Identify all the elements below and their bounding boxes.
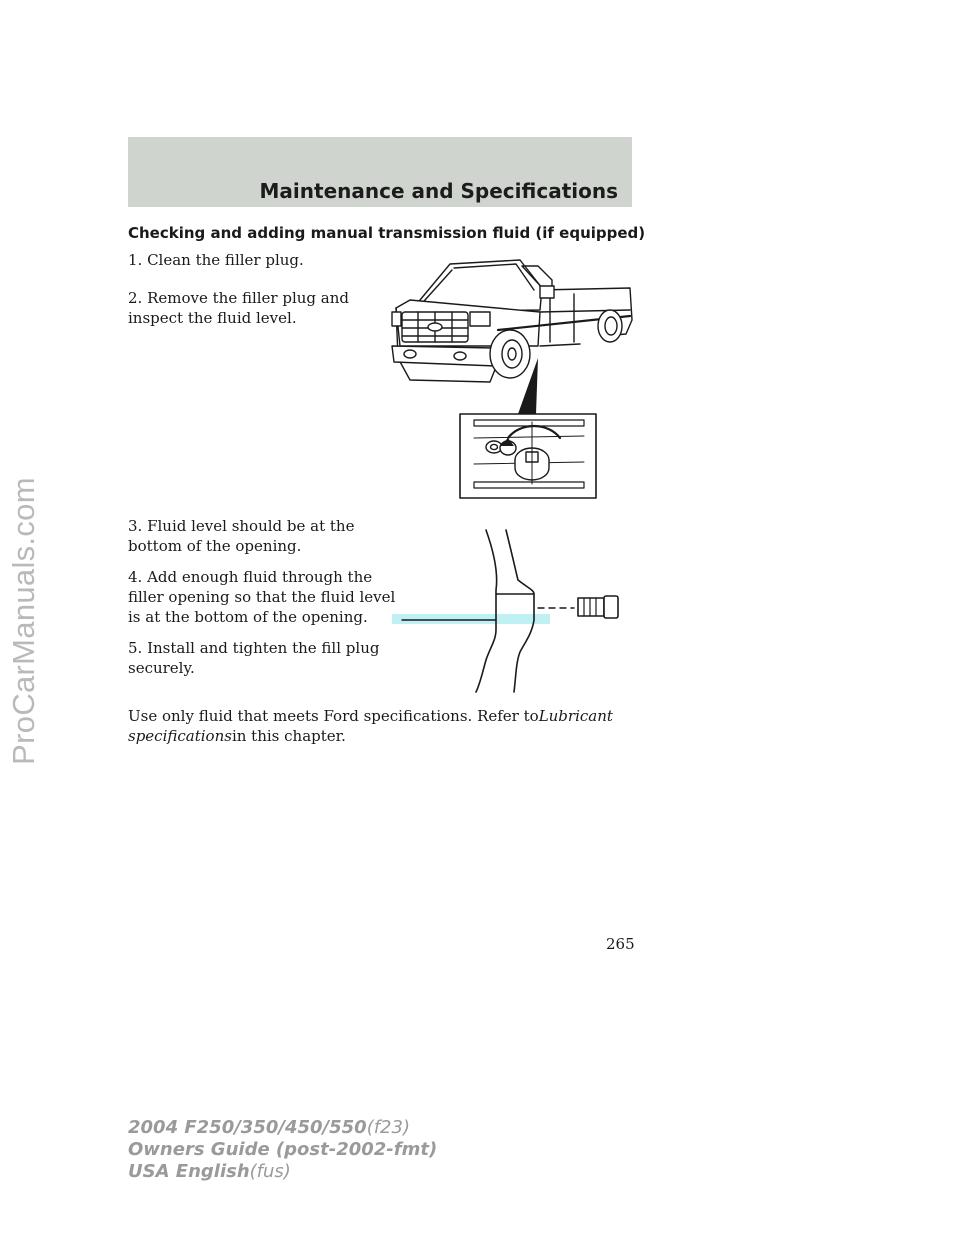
note-line-2: specificationsin this chapter. [128, 727, 346, 745]
chapter-header-band [128, 137, 632, 207]
note-line-1: Use only fluid that meets Ford specifications. Refer toLubricant [128, 707, 613, 725]
fluid-level-cross-section [392, 528, 622, 694]
step-5-line-2: securely. [128, 659, 195, 677]
site-watermark: ProCarManuals.com [6, 477, 41, 765]
step-3-line-1: 3. Fluid level should be at the [128, 517, 355, 535]
step-4-line-3: is at the bottom of the opening. [128, 608, 368, 626]
page-number: 265 [606, 935, 635, 953]
step-3-line-2: bottom of the opening. [128, 537, 302, 555]
section-title: Checking and adding manual transmission fluid (if equipped) [128, 224, 646, 242]
step-5-line-1: 5. Install and tighten the fill plug [128, 639, 380, 657]
chapter-title: Maintenance and Specifications [259, 179, 618, 203]
document-footer: 2004 F250/350/450/550(f23) Owners Guide (post-2002-fmt) USA English(fus) [128, 1117, 438, 1182]
step-4-line-2: filler opening so that the fluid level [128, 588, 396, 606]
truck-filler-plug-illustration [390, 250, 640, 502]
step-1: 1. Clean the filler plug. [128, 251, 304, 269]
step-4-line-1: 4. Add enough fluid through the [128, 568, 373, 586]
step-2-line-1: 2. Remove the filler plug and [128, 289, 350, 307]
step-2-line-2: inspect the fluid level. [128, 309, 297, 327]
